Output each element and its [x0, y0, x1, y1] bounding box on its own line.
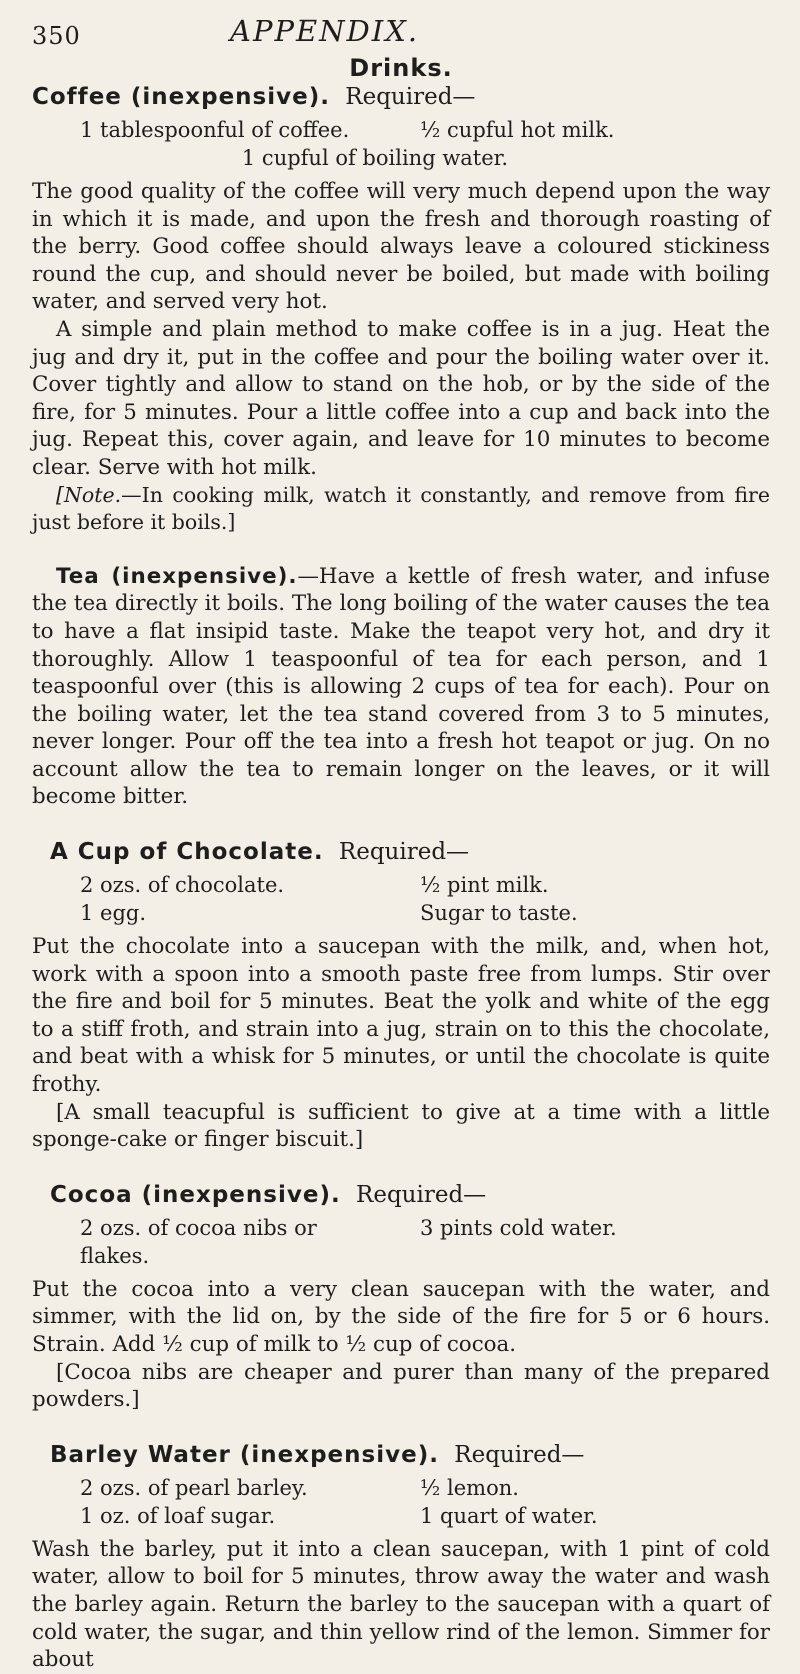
recipe-heading [32, 82, 770, 112]
recipe-title: Cocoa (inexpensive). [50, 1181, 341, 1208]
recipe-paragraph: Wash the barley, put it into a clean saucepan, with 1 pint of cold water, allow to boil for 5 minutes, throw away the water and wash the barley again. Return the barley to the saucepan with a quart of cold water, the sugar, and thin yellow rind of the lemon. Simmer for about [32, 1536, 770, 1673]
required-label: Required— [356, 1181, 487, 1208]
recipe-chocolate [32, 837, 770, 1154]
required-label: Required— [338, 839, 470, 866]
recipe-paragraph: Put the cocoa into a very clean saucepan with the water, and simmer, with the lid on, by the side of the fire for 5 or 6 hours. Strain. Add ½ cup of milk to ½ cup of cocoa. [32, 1276, 770, 1357]
ingredient-list [80, 871, 770, 927]
spacer [32, 811, 770, 837]
ingredient-item: 3 pints cold water. [420, 1215, 617, 1240]
ingredient-item: Sugar to taste. [420, 901, 578, 926]
recipe-title: Tea (inexpensive). [56, 563, 298, 589]
recipe-heading [32, 1180, 770, 1210]
ingredient-item: 1 quart of water. [420, 1503, 598, 1528]
recipe-paragraph: Put the chocolate into a saucepan with the milk, and, when hot, work with a spoon into a smooth paste free from lumps. Stir over the fire and boil for 5 minutes. Beat the yolk and white of the egg to a stiff froth, and strain into a jug, strain on to this the chocolate, and beat with a whisk for 5 minutes, or until the chocolate is quite frothy. [32, 934, 770, 1098]
ingredient-item: ½ cupful hot milk. [420, 118, 615, 142]
recipe-note: [A small teacupful is sufficient to give at a time with a little sponge-cake or finger biscuit.] [32, 1099, 770, 1153]
ingredient-item: 1 tablespoonful of coffee. [80, 118, 350, 142]
ingredient-item: 2 ozs. of pearl barley. [80, 1475, 308, 1500]
ingredient-item: 1 egg. [80, 901, 147, 926]
ingredient-item: 2 ozs. of cocoa nibs or flakes. [80, 1215, 317, 1268]
recipe-note [32, 482, 770, 537]
spacer [32, 1154, 770, 1180]
ingredient-item: 1 oz. of loaf sugar. [80, 1503, 276, 1528]
ingredient-item: 1 cupful of boiling water. [241, 146, 509, 170]
spacer [32, 1414, 770, 1440]
recipe-heading [32, 837, 770, 867]
recipe-coffee [32, 82, 770, 537]
ingredient-list [80, 116, 770, 172]
page-header [32, 8, 770, 48]
note-text: —In cooking milk, watch it constantly, and remove from fire just before it boils.] [32, 482, 770, 535]
recipe-barley-water [32, 1440, 770, 1674]
ingredient-item: ½ lemon. [420, 1475, 519, 1500]
section-title: Drinks. [349, 54, 453, 82]
recipe-title: Barley Water (inexpensive). [50, 1441, 439, 1468]
note-label: [Note. [56, 482, 122, 507]
page-number: 350 [32, 22, 81, 50]
recipe-heading [32, 1440, 770, 1470]
recipe-title: Coffee (inexpensive). [32, 84, 330, 110]
ingredient-item: ½ pint milk. [420, 873, 549, 898]
ingredient-item: 2 ozs. of chocolate. [80, 873, 285, 898]
spacer [32, 537, 770, 563]
running-head: APPENDIX. [230, 14, 420, 48]
recipe-cocoa [32, 1180, 770, 1414]
recipe-text: —Have a kettle of fresh water, and infuse the tea directly it boils. The long boiling of the water causes the tea to have a flat insipid taste. Make the teapot very hot, and dry it thoroughly. Allow 1 teaspoonful of tea for each person, and 1 teaspoonful over (this is allowing 2 cups of tea for each). Pour on the boiling water, let the tea stand covered from 3 to 5 minutes, never longer. Pour off the tea into a fresh hot teapot or jug. On no account allow the tea to remain longer on the leaves, or it will become bitter. [32, 563, 770, 810]
recipe-tea [32, 563, 770, 811]
required-label: Required— [345, 84, 476, 110]
recipe-title: A Cup of Chocolate. [50, 839, 324, 866]
required-label: Required— [454, 1441, 585, 1468]
ingredient-list [80, 1474, 770, 1530]
recipe-paragraph: The good quality of the coffee will very much depend upon the way in which it is made, and upon the fresh and thorough roasting of the berry. Good coffee should always leave a coloured stickiness round the cup, and should never be boiled, but made with boiling water, and served very hot. [32, 179, 770, 315]
recipe-paragraph [32, 563, 770, 811]
ingredient-list [80, 1214, 770, 1270]
recipe-paragraph: A simple and plain method to make coffee is in a jug. Heat the jug and dry it, put in the coffee and pour the boiling water over it. Cover tightly and allow to stand on the hob, or by the side of the fire, for 5 minutes. Pour a little coffee into a cup and back into the jug. Repeat this, cover again, and leave for 10 minutes to become clear. Serve with hot milk. [32, 316, 770, 480]
recipe-note: [Cocoa nibs are cheaper and purer than many of the prepared powders.] [32, 1359, 770, 1413]
